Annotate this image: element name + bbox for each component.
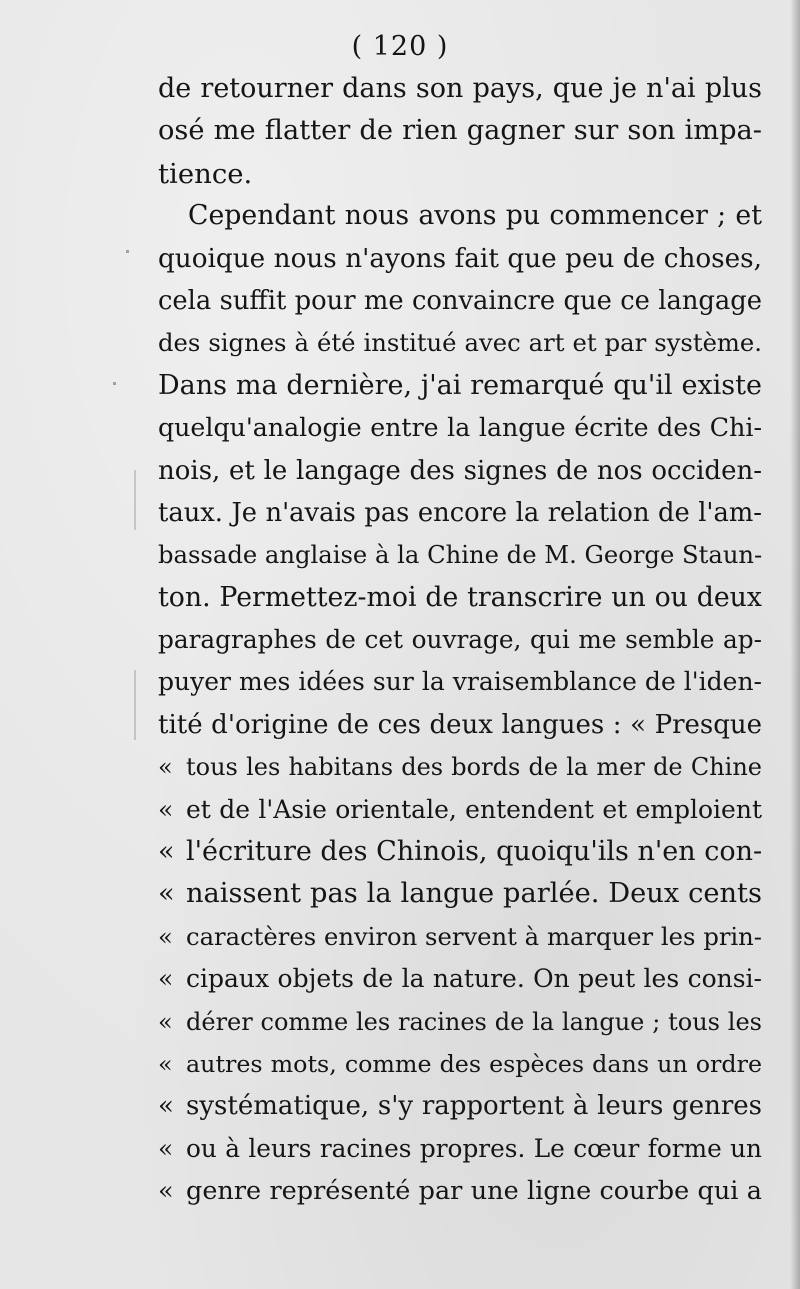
page-edge-shadow — [790, 0, 800, 1289]
quoted-line-text: l'écriture des Chinois, quoiqu'ils n'en con- — [186, 836, 763, 868]
margin-tick — [134, 670, 136, 740]
text-line: ton. Permettez-moi de transcrire un ou deux — [158, 581, 762, 613]
quote-mark: « — [158, 1091, 174, 1122]
quoted-line — [158, 958, 762, 1000]
text-line: Dans ma dernière, j'ai remarqué qu'il existe — [158, 369, 762, 401]
text-line: nois, et le langage des signes de nos occiden- — [158, 455, 762, 486]
quoted-line — [158, 1043, 762, 1085]
quoted-line-text: caractères environ servent à marquer les prin- — [186, 921, 762, 951]
quote-mark: « — [158, 964, 174, 994]
quoted-line-text: ou à leurs racines propres. Le cœur forme un — [186, 1133, 762, 1163]
margin-tick — [126, 250, 129, 253]
text-line: osé me flatter de rien gagner sur son impa- — [158, 115, 762, 147]
text-line: puyer mes idées sur la vraisemblance de l'iden- — [158, 667, 762, 697]
quoted-line-text: genre représenté par une ligne courbe qui a — [186, 1176, 762, 1207]
text-line: tience. — [158, 157, 253, 190]
quoted-line — [158, 1085, 762, 1127]
quoted-line — [158, 1170, 762, 1212]
quoted-line-text: dérer comme les racines de la langue ; tous les — [186, 1007, 762, 1036]
paragraph-start-line: Cependant nous avons pu commencer ; et — [188, 200, 762, 232]
text-line: de retourner dans son pays, que je n'ai plus — [158, 73, 762, 104]
quote-mark: « — [158, 836, 175, 868]
quoted-line-text: tous les habitans des bords de la mer de Chine — [186, 753, 762, 782]
page-number: ( 120 ) — [351, 31, 449, 62]
text-line: bassade anglaise à la Chine de M. George Staun- — [158, 540, 763, 570]
text-line: taux. Je n'avais pas encore la relation de l'am- — [158, 497, 762, 528]
text-line: cela suffit pour me convaincre que ce langage — [158, 285, 762, 316]
margin-tick — [113, 382, 116, 385]
quoted-line-text: et de l'Asie orientale, entendent et emploient — [186, 794, 762, 824]
page-text — [158, 68, 762, 1213]
text-line: quoique nous n'ayons fait que peu de choses, — [158, 243, 762, 274]
text-line: paragraphes de cet ouvrage, qui me semble ap- — [158, 625, 762, 655]
quoted-line — [158, 1128, 762, 1170]
text-line: des signes à été institué avec art et par système. — [158, 328, 762, 358]
quote-mark: « — [158, 878, 175, 910]
quoted-line-text: naissent pas la langue parlée. Deux cents — [186, 878, 762, 910]
quote-mark: « — [158, 1176, 174, 1207]
quote-mark: « — [158, 794, 174, 824]
quote-mark: « — [158, 1049, 173, 1078]
margin-tick — [134, 470, 136, 530]
quoted-line — [158, 916, 762, 958]
quoted-line — [158, 1001, 762, 1043]
text-line: tité d'origine de ces deux langues : « Presque — [158, 709, 762, 740]
quoted-line — [158, 873, 762, 915]
text-line: quelqu'analogie entre la langue écrite des Chi- — [158, 413, 762, 443]
quote-mark: « — [158, 921, 173, 951]
quoted-line — [158, 831, 762, 873]
quote-mark: « — [158, 753, 173, 782]
quoted-line-text: cipaux objets de la nature. On peut les consi- — [186, 964, 762, 994]
quoted-line-text: autres mots, comme des espèces dans un ordre — [186, 1049, 762, 1078]
quoted-line — [158, 789, 762, 831]
quote-mark: « — [158, 1007, 173, 1036]
quote-mark: « — [158, 1133, 174, 1163]
quoted-line-text: systématique, s'y rapportent à leurs genres — [186, 1091, 762, 1122]
quoted-line — [158, 746, 762, 788]
